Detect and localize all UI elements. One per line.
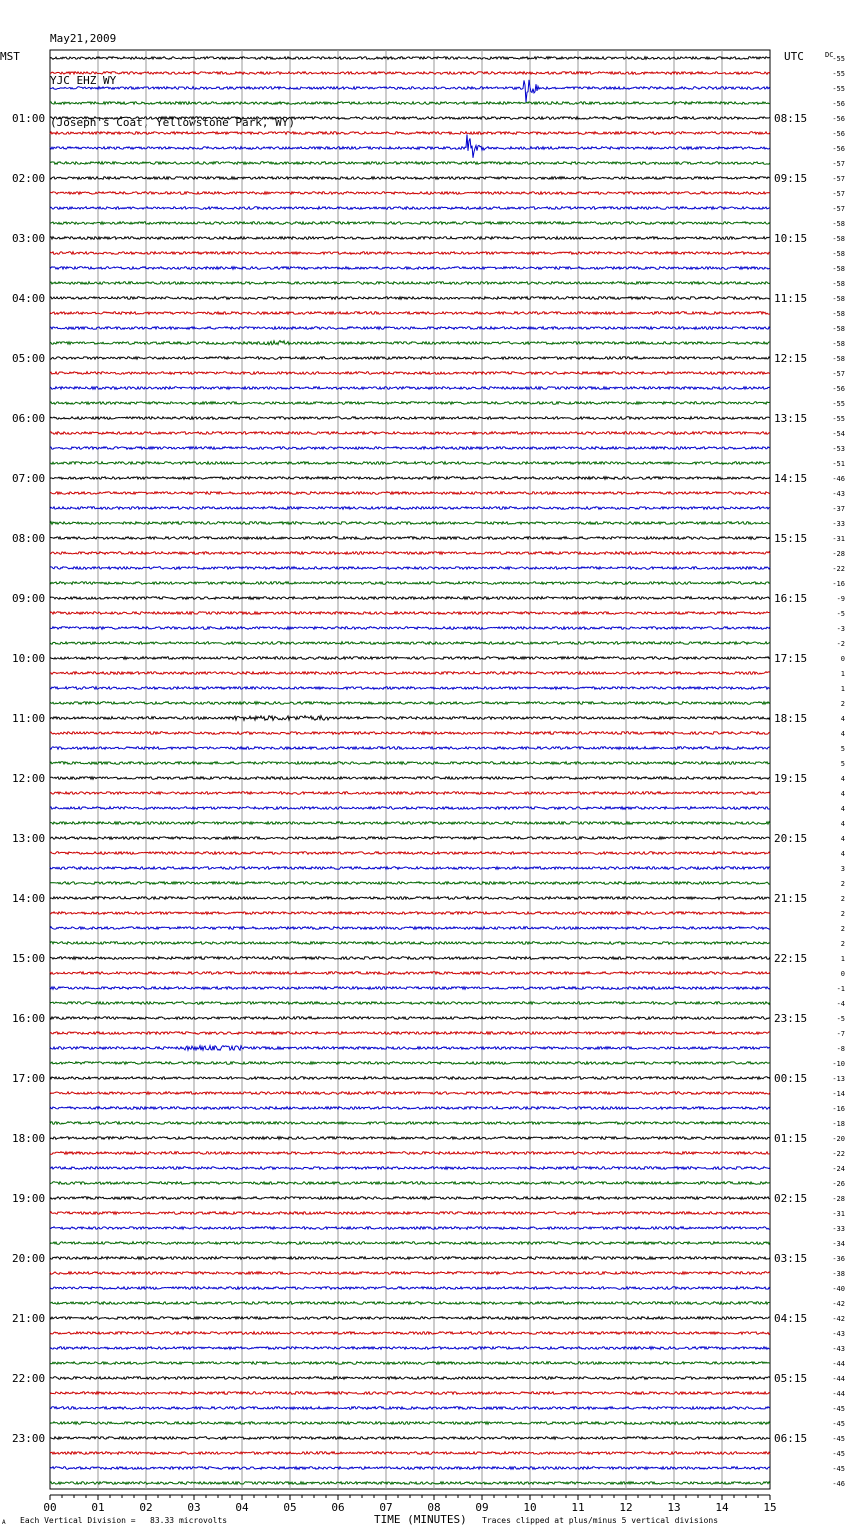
dc-offset-label: -14 (832, 1090, 845, 1098)
trace-line (50, 297, 770, 300)
dc-offset-label: -31 (832, 1210, 845, 1218)
trace-line (50, 1107, 770, 1110)
trace-line (50, 162, 770, 165)
x-tick-label: 00 (43, 1501, 57, 1514)
x-tick-label: 13 (667, 1501, 681, 1514)
clip-note: Traces clipped at plus/minus 5 vertical divisions (482, 1516, 719, 1525)
x-tick-label: 12 (619, 1501, 633, 1514)
dc-offset-label: -55 (832, 400, 845, 408)
hour-label-utc: 03:15 (774, 1252, 808, 1265)
dc-offset-label: -46 (832, 1480, 845, 1488)
dc-offset-label: 4 (840, 850, 845, 858)
dc-offset-label: -58 (832, 325, 845, 333)
x-tick-label: 01 (91, 1501, 105, 1514)
hour-label-mst: 12:00 (12, 772, 46, 785)
dc-offset-label: 1 (840, 670, 845, 678)
dc-offset-label: -58 (832, 340, 845, 348)
trace-line (50, 462, 770, 465)
trace-line (50, 1212, 770, 1215)
dc-offset-label: -42 (832, 1300, 845, 1308)
hour-label-utc: 19:15 (774, 772, 808, 785)
hour-label-mst: 04:00 (12, 292, 46, 305)
dc-offset-label: -8 (836, 1045, 845, 1053)
hour-label-utc: 23:15 (774, 1012, 808, 1025)
trace-line (50, 807, 770, 810)
dc-offset-label: 2 (840, 700, 845, 708)
dc-offset-label: 2 (840, 940, 845, 948)
x-tick-label: 10 (523, 1501, 537, 1514)
axis-labels (0, 50, 845, 1526)
dc-offset-label: -33 (832, 520, 845, 528)
trace-line (50, 507, 770, 510)
trace-line (50, 387, 770, 390)
hour-label-mst: 17:00 (12, 1072, 46, 1085)
dc-offset-label: 3 (840, 865, 845, 873)
trace-line (50, 357, 770, 360)
hour-label-mst: 20:00 (12, 1252, 46, 1265)
trace-line (50, 882, 770, 885)
dc-offset-label: -28 (832, 550, 845, 558)
trace-line (50, 1002, 770, 1005)
dc-offset-label: 4 (840, 805, 845, 813)
dc-offset-label: -57 (832, 190, 845, 198)
dc-offset-label: 4 (840, 790, 845, 798)
hour-label-mst: 18:00 (12, 1132, 46, 1145)
hour-label-utc: 02:15 (774, 1192, 808, 1205)
trace-line (50, 1482, 770, 1485)
trace-line (50, 672, 770, 675)
dc-offset-label: 5 (840, 745, 845, 753)
trace-line (50, 57, 770, 60)
trace-line (50, 341, 770, 345)
trace-line (50, 1167, 770, 1170)
dc-offset-label: 4 (840, 775, 845, 783)
hour-label-utc: 20:15 (774, 832, 808, 845)
trace-line (50, 597, 770, 600)
trace-line (50, 117, 770, 120)
hour-label-mst: 10:00 (12, 652, 46, 665)
x-axis-title: TIME (MINUTES) (374, 1513, 467, 1526)
x-tick-label: 14 (715, 1501, 729, 1514)
hour-label-mst: 02:00 (12, 172, 46, 185)
hour-label-utc: 11:15 (774, 292, 808, 305)
trace-line (50, 1137, 770, 1140)
dc-offset-label: -57 (832, 175, 845, 183)
trace-line (50, 1182, 770, 1185)
trace-line (50, 327, 770, 330)
dc-offset-label: -44 (832, 1390, 845, 1398)
trace-line (50, 1017, 770, 1020)
trace-line (50, 1302, 770, 1305)
dc-offset-label: 5 (840, 760, 845, 768)
trace-line (50, 1287, 770, 1290)
hour-label-utc: 01:15 (774, 1132, 808, 1145)
trace-line (50, 207, 770, 210)
dc-offset-label: -10 (832, 1060, 845, 1068)
dc-offset-label: -22 (832, 1150, 845, 1158)
dc-offset-label: 1 (840, 685, 845, 693)
trace-line (50, 432, 770, 435)
trace-line (50, 567, 770, 570)
trace-line (50, 1092, 770, 1095)
hour-label-mst: 01:00 (12, 112, 46, 125)
trace-line (50, 80, 770, 102)
trace-line (50, 852, 770, 855)
hour-label-mst: 21:00 (12, 1312, 46, 1325)
dc-offset-label: -43 (832, 490, 845, 498)
hour-label-utc: 12:15 (774, 352, 808, 365)
x-tick-label: 03 (187, 1501, 201, 1514)
date-label: May21,2009 (50, 32, 117, 45)
trace-line (50, 687, 770, 690)
trace-line (50, 417, 770, 420)
dc-offset-label: -13 (832, 1075, 845, 1083)
trace-line (50, 927, 770, 930)
dc-offset-label: -18 (832, 1120, 845, 1128)
left-zone-label: MST (0, 50, 20, 63)
dc-offset-label: -53 (832, 445, 845, 453)
trace-line (50, 192, 770, 195)
dc-offset-label: -42 (832, 1315, 845, 1323)
hour-label-utc: 16:15 (774, 592, 808, 605)
dc-offset-label: -57 (832, 160, 845, 168)
dc-offset-label: -58 (832, 250, 845, 258)
hour-label-mst: 23:00 (12, 1432, 46, 1445)
trace-line (50, 1242, 770, 1245)
trace-line (50, 1347, 770, 1350)
dc-offset-label: -44 (832, 1375, 845, 1383)
trace-line (50, 134, 770, 157)
dc-offset-label: -5 (836, 1015, 845, 1023)
hour-label-utc: 13:15 (774, 412, 808, 425)
trace-line (50, 267, 770, 270)
hour-label-utc: 06:15 (774, 1432, 808, 1445)
dc-offset-label: -54 (832, 430, 845, 438)
dc-offset-label: -26 (832, 1180, 845, 1188)
trace-line (50, 716, 770, 721)
dc-offset-label: 2 (840, 925, 845, 933)
trace-line (50, 657, 770, 660)
dc-offset-label: -46 (832, 475, 845, 483)
trace-line (50, 447, 770, 450)
trace-line (50, 612, 770, 615)
trace-line (50, 627, 770, 630)
trace-line (50, 1392, 770, 1395)
hour-label-mst: 11:00 (12, 712, 46, 725)
station-label: YJC EHZ WY (50, 74, 117, 87)
dc-offset-label: -58 (832, 295, 845, 303)
trace-line (50, 1197, 770, 1200)
corner-mark: A (2, 1519, 6, 1526)
hour-label-mst: 19:00 (12, 1192, 46, 1205)
hour-label-utc: 04:15 (774, 1312, 808, 1325)
dc-offset-label: -57 (832, 205, 845, 213)
dc-offset-label: -51 (832, 460, 845, 468)
trace-line (50, 237, 770, 240)
trace-line (50, 222, 770, 225)
dc-offset-label: -45 (832, 1405, 845, 1413)
dc-offset-label: -56 (832, 130, 845, 138)
dc-offset-label: 4 (840, 835, 845, 843)
x-tick-label: 09 (475, 1501, 489, 1514)
dc-offset-label: -45 (832, 1450, 845, 1458)
hour-label-utc: 21:15 (774, 892, 808, 905)
dc-offset-label: -2 (836, 640, 845, 648)
dc-offset-label: -58 (832, 280, 845, 288)
dc-offset-label: -43 (832, 1330, 845, 1338)
seismic-traces (50, 57, 770, 1485)
dc-offset-label: -20 (832, 1135, 845, 1143)
x-tick-label: 11 (571, 1501, 585, 1514)
dc-offset-label: -44 (832, 1360, 845, 1368)
trace-line (50, 1362, 770, 1365)
hour-label-utc: 22:15 (774, 952, 808, 965)
dc-offset-label: -38 (832, 1270, 845, 1278)
trace-line (50, 1257, 770, 1260)
trace-line (50, 837, 770, 840)
trace-line (50, 1227, 770, 1230)
dc-offset-label: -22 (832, 565, 845, 573)
trace-line (50, 1422, 770, 1425)
trace-line (50, 102, 770, 105)
trace-line (50, 1452, 770, 1455)
location-label: (Joseph's Coat, Yellowstone Park, WY) (50, 116, 296, 129)
x-tick-label: 04 (235, 1501, 249, 1514)
trace-line (50, 72, 770, 75)
dc-offset-label: -36 (832, 1255, 845, 1263)
trace-line (50, 942, 770, 945)
hour-label-mst: 03:00 (12, 232, 46, 245)
dc-offset-label: -56 (832, 115, 845, 123)
x-tick-label: 08 (427, 1501, 441, 1514)
x-tick-label: 07 (379, 1501, 393, 1514)
dc-offset-label: -45 (832, 1435, 845, 1443)
dc-offset-label: 4 (840, 715, 845, 723)
trace-line (50, 822, 770, 825)
dc-offset-label: -31 (832, 535, 845, 543)
trace-line (50, 582, 770, 585)
trace-line (50, 762, 770, 765)
dc-offset-label: 2 (840, 910, 845, 918)
trace-line (50, 402, 770, 405)
trace-line (50, 372, 770, 375)
hour-label-utc: 15:15 (774, 532, 808, 545)
dc-offset-label: -45 (832, 1420, 845, 1428)
dc-offset-label: -55 (832, 415, 845, 423)
hour-label-mst: 05:00 (12, 352, 46, 365)
dc-offset-label: -58 (832, 235, 845, 243)
trace-line (50, 957, 770, 960)
dc-offset-label: -5 (836, 610, 845, 618)
hour-label-utc: 08:15 (774, 112, 808, 125)
x-tick-label: 02 (139, 1501, 153, 1514)
trace-line (50, 1317, 770, 1320)
trace-line (50, 987, 770, 990)
trace-line (50, 1437, 770, 1440)
trace-line (50, 1122, 770, 1125)
x-tick-label: 15 (763, 1501, 777, 1514)
trace-line (50, 177, 770, 180)
trace-line (50, 132, 770, 135)
hour-label-mst: 09:00 (12, 592, 46, 605)
dc-offset-label: -28 (832, 1195, 845, 1203)
dc-offset-label: -58 (832, 355, 845, 363)
hour-label-utc: 09:15 (774, 172, 808, 185)
trace-line (50, 1407, 770, 1410)
right-zone-label: UTC (784, 50, 804, 63)
trace-line (50, 1032, 770, 1035)
dc-offset-label: 0 (840, 970, 845, 978)
trace-line (50, 642, 770, 645)
dc-offset-label: -58 (832, 310, 845, 318)
dc-offset-label: -58 (832, 220, 845, 228)
hour-label-mst: 08:00 (12, 532, 46, 545)
dc-offset-label: -56 (832, 100, 845, 108)
trace-line (50, 312, 770, 315)
dc-offset-label: 0 (840, 655, 845, 663)
trace-line (50, 1467, 770, 1470)
trace-line (50, 252, 770, 255)
dc-label: DC (825, 51, 834, 59)
trace-line (50, 1062, 770, 1065)
dc-offset-label: -4 (836, 1000, 845, 1008)
trace-line (50, 1377, 770, 1380)
hour-label-utc: 00:15 (774, 1072, 808, 1085)
dc-offset-label: -56 (832, 145, 845, 153)
hour-label-mst: 13:00 (12, 832, 46, 845)
hour-label-mst: 15:00 (12, 952, 46, 965)
hour-label-utc: 05:15 (774, 1372, 808, 1385)
hour-label-mst: 06:00 (12, 412, 46, 425)
trace-line (50, 552, 770, 555)
trace-line (50, 867, 770, 870)
dc-offset-label: -33 (832, 1225, 845, 1233)
hour-label-mst: 22:00 (12, 1372, 46, 1385)
hour-label-mst: 07:00 (12, 472, 46, 485)
dc-offset-label: -24 (832, 1165, 845, 1173)
dc-offset-label: 1 (840, 955, 845, 963)
trace-line (50, 747, 770, 750)
dc-offset-label: -55 (832, 85, 845, 93)
trace-line (50, 912, 770, 915)
trace-line (50, 777, 770, 780)
trace-line (50, 702, 770, 705)
dc-offset-label: -1 (836, 985, 845, 993)
dc-offset-label: -55 (832, 70, 845, 78)
dc-offset-label: -34 (832, 1240, 845, 1248)
trace-line (50, 477, 770, 480)
hour-label-utc: 18:15 (774, 712, 808, 725)
division-note: Each Vertical Division = 83.33 microvolts (20, 1516, 228, 1525)
trace-line (50, 522, 770, 525)
trace-line (50, 492, 770, 495)
dc-offset-label: -9 (836, 595, 845, 603)
dc-offset-label: -16 (832, 580, 845, 588)
dc-offset-label: -3 (836, 625, 845, 633)
hour-label-mst: 16:00 (12, 1012, 46, 1025)
trace-line (50, 1077, 770, 1080)
trace-line (50, 1152, 770, 1155)
hour-label-utc: 17:15 (774, 652, 808, 665)
trace-line (50, 1332, 770, 1335)
dc-offset-label: -55 (832, 55, 845, 63)
trace-line (50, 972, 770, 975)
trace-line (50, 537, 770, 540)
hour-label-utc: 14:15 (774, 472, 808, 485)
trace-line (50, 732, 770, 735)
trace-line (50, 1272, 770, 1275)
hour-label-utc: 10:15 (774, 232, 808, 245)
dc-offset-label: -7 (836, 1030, 845, 1038)
dc-offset-label: 2 (840, 880, 845, 888)
trace-line (50, 792, 770, 795)
dc-offset-label: 4 (840, 730, 845, 738)
dc-offset-label: -43 (832, 1345, 845, 1353)
dc-offset-label: -16 (832, 1105, 845, 1113)
dc-offset-label: 2 (840, 895, 845, 903)
trace-line (50, 282, 770, 285)
trace-line (50, 897, 770, 900)
dc-offset-label: -37 (832, 505, 845, 513)
dc-offset-label: -56 (832, 385, 845, 393)
trace-line (50, 1046, 770, 1051)
x-tick-label: 06 (331, 1501, 345, 1514)
dc-offset-label: -45 (832, 1465, 845, 1473)
dc-offset-label: 4 (840, 820, 845, 828)
dc-offset-label: -58 (832, 265, 845, 273)
hour-label-mst: 14:00 (12, 892, 46, 905)
dc-offset-label: -57 (832, 370, 845, 378)
x-tick-label: 05 (283, 1501, 297, 1514)
dc-offset-label: -40 (832, 1285, 845, 1293)
